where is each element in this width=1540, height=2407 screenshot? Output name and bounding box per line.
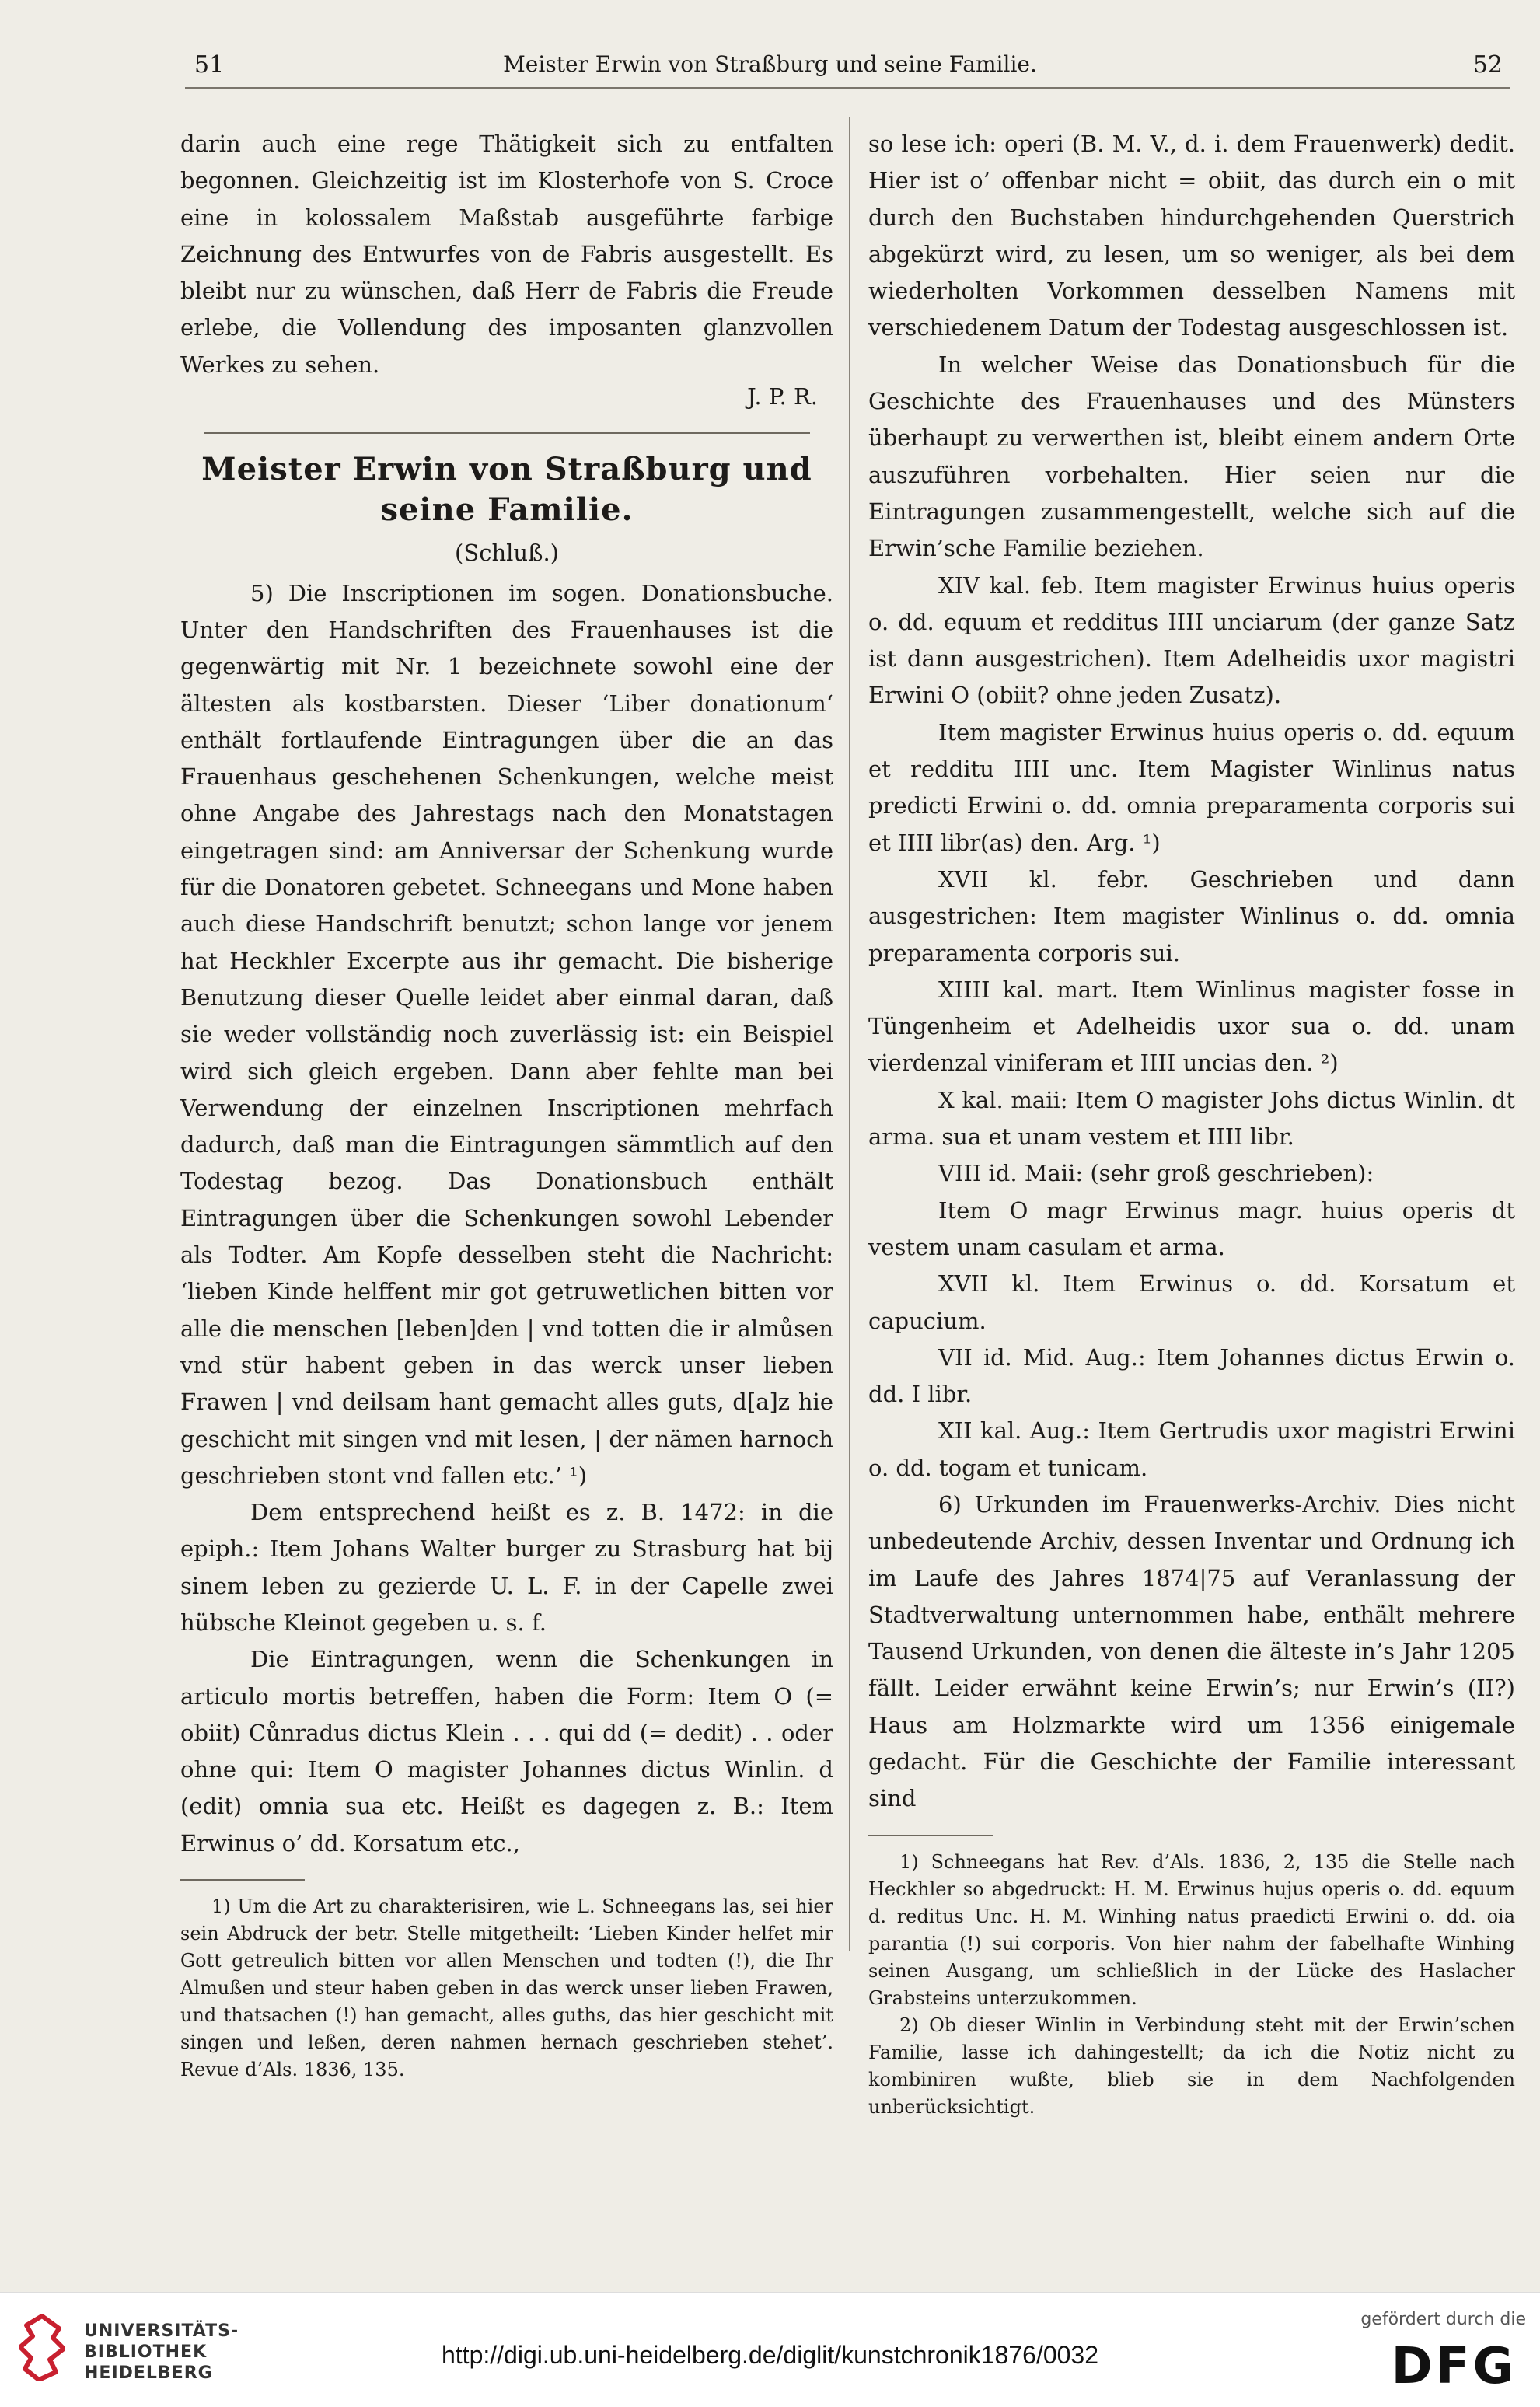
paragraph-continued: so lese ich: operi (B. M. V., d. i. dem Frauenwerk) dedit. Hier ist o’ offenbar nicht = obiit, das durch ein o mit durch den Buchstaben hindurchgehenden Querstrich abgekürzt wird, zu lesen, um so weniger, als bei dem wiederholten Vorkommen desselben Namens mit verschiedenem Datum der Todestag ausgeschlossen ist. (868, 131, 1515, 341)
source-url[interactable]: http://digi.ub.uni-heidelberg.de/diglit/kunstchronik1876/0032 (441, 2341, 1099, 2369)
library-name-line-2: BIBLIOTHEK (84, 2342, 208, 2362)
entry-7: Item O magr Erwinus magr. huius operis dt vestem unam casulam et arma. (868, 1197, 1515, 1260)
entry-8: XVII kl. Item Erwinus o. dd. Korsatum et capucium. (868, 1270, 1515, 1334)
footnote-rule (180, 1879, 305, 1881)
left-column (180, 126, 833, 2084)
entry-2: Item magister Erwinus huius operis o. dd. equum et redditu IIII unc. Item Magister Winlinus natus predicti Erwini o. dd. omnia preparamenta corporis sui et IIII libr(as) den. Arg. ¹) (868, 718, 1515, 856)
page-number-left: 51 (194, 51, 225, 79)
paragraph-die: Die Eintragungen, wenn die Schenkungen in articulo mortis betreffen, haben die Form: Item O (= obiit) Cůnradus dictus Klein . . . qui dd (= dedit) . . oder ohne qui: Item O magister Johannes dictus Winlin. d (edit) omnia sua etc. Heißt es dagegen z. B.: Item Erwinus o’ dd. Korsatum etc., (180, 1646, 833, 1857)
digitization-footer (0, 2292, 1540, 2407)
entry-10: XII kal. Aug.: Item Gertrudis uxor magistri Erwini o. dd. togam et tunicam. (868, 1417, 1515, 1481)
paragraph-5: 5) Die Inscriptionen im sogen. Donationsbuche. Unter den Handschriften des Frauenhauses ist die gegenwärtig mit Nr. 1 bezeichnete sowohl eine der ältesten als kostbarsten. Dieser ‘Liber donationum‘ enthält fortlaufende Eintragungen über die an das Frauenhaus geschehenen Schenkungen, welche meist ohne Angabe des Jahrestags nach den Monatstagen eingetragen sind: am Anniversar der Schenkung wurde für die Donatoren gebetet. Schneegans und Mone haben auch diese Handschrift benutzt; schon lange vor jenem hat Heckhler Excerpte aus ihr gemacht. Die bisherige Benutzung dieser Quelle leidet aber einmal daran, daß sie weder vollständig noch zuverlässig ist: ein Beispiel wird sich gleich ergeben. Dann aber fehlte man bei Verwendung der einzelnen Inscriptionen mehrfach dadurch, daß man die Eintragungen sämmtlich auf den Todestag bezog. Das Donationsbuch enthält Eintragungen über die Schenkungen sowohl Lebender als Todter. Am Kopfe desselben steht die Nachricht: ‘lieben Kinde helffent mir got getruwetlichen bitten vor alle die menschen [leben]den | vnd totten die ir almůsen vnd stür habent geben in das werck unser lieben Frawen | vnd deilsam hant gemacht alles guts, d[a]z hie geschicht mit singen vnd mit lesen, | der nämen harnoch geschrieben stont vnd fallen etc.’ ¹) (180, 579, 833, 1489)
column-divider (849, 117, 850, 1951)
entry-6: VIII id. Maii: (sehr groß geschrieben): (938, 1160, 1374, 1187)
entry-1: XIV kal. feb. Item magister Erwinus huius operis o. dd. equum et redditus IIII unciarum (der ganze Satz ist dann ausgestrichen). Item Adelheidis uxor magistri Erwini O (obiit? ohne jeden Zusatz). (868, 571, 1515, 709)
footnote-rule (868, 1835, 993, 1836)
paragraph-dem: Dem entsprechend heißt es z. B. 1472: in die epiph.: Item Johans Walter burger zu Strasburg hat bij sinem leben zu gezierde U. L. F. in der Capelle zwei hübsche Kleinot gegeben u. s. f. (180, 1499, 833, 1636)
dfg-logo: DFG (1391, 2338, 1517, 2395)
entry-5: X kal. maii: Item O magister Johs dictus Winlin. dt arma. sua et unam vestem et IIII libr. (868, 1086, 1515, 1151)
article-title: Meister Erwin von Straßburg und seine Familie. (201, 451, 812, 529)
signature: J. P. R. (747, 383, 818, 410)
footnote-right-2: 2) Ob dieser Winlin in Verbindung steht mit der Erwin’schen Familie, lasse ich dahingestellt; da ich die Notiz nicht zu kombiniren wußte, blieb sie in dem Nachfolgenden unberücksichtigt. (868, 2014, 1515, 2118)
footnote-left-1: 1) Um die Art zu charakterisiren, wie L. Schneegans las, sei hier sein Abdruck der betr. Stelle mitgetheilt: ‘Lieben Kinder helfet mir Gott getreulich bitten vor allen Menschen und todten (!), die Ihr Almußen und steur haben geben in das werck unser lieben Frawen, und thatsachen (!) han gemacht, alles guths, das hier geschicht mit singen und leßen, deren nahmen hernach geschrieben stehet’. Revue d’Als. 1836, 135. (180, 1895, 833, 2081)
library-name-line-3: HEIDELBERG (84, 2363, 213, 2383)
right-column (868, 126, 1515, 2121)
header-rule (185, 87, 1510, 89)
page-number-right: 52 (1472, 51, 1503, 79)
article-subtitle: (Schluß.) (455, 540, 559, 567)
entry-4: XIIII kal. mart. Item Winlinus magister fosse in Tüngenheim et Adelheidis uxor sua o. dd. unam vierdenzal viniferam et IIII uncias den. ²) (868, 976, 1515, 1077)
footnote-right-1: 1) Schneegans hat Rev. d’Als. 1836, 2, 135 die Stelle nach Heckhler so abgedruckt: H. M. Erwinus hujus operis o. dd. equum d. reditus Unc. H. M. Winhing natus praedicti Erwini o. dd. oia parantia (!) sui corporis. Von hier nahm der fabelhafte Winhing seinen Ausgang, um schließlich in der Lücke des Haslacher Grabsteins unterzukommen. (868, 1850, 1515, 2009)
entry-3: XVII kl. febr. Geschrieben und dann ausgestrichen: Item magister Winlinus o. dd. omnia preparamenta corporis sui. (868, 865, 1515, 966)
library-name-line-1: UNIVERSITÄTS- (84, 2321, 239, 2341)
paragraph-weise: In welcher Weise das Donationsbuch für die Geschichte des Frauenhauses und des Münsters überhaupt zu verwerthen ist, bleibt einem andern Orte auszuführen vorbehalten. Hier seien nur die Eintragungen zusammengestellt, welche sich auf die Erwin’sche Familie beziehen. (868, 351, 1515, 562)
entry-9: VII id. Mid. Aug.: Item Johannes dictus Erwin o. dd. I libr. (868, 1343, 1515, 1408)
running-title: Meister Erwin von Straßburg und seine Familie. (503, 51, 1037, 77)
section-rule (204, 432, 810, 434)
paragraph-6: 6) Urkunden im Frauenwerks-Archiv. Dies nicht unbedeutende Archiv, dessen Inventar und Ordnung ich im Laufe des Jahres 1874|75 auf Veranlassung der Stadtverwaltung unternommen habe, enthält mehrere Tausend Urkunden, von denen die älteste in’s Jahr 1205 fällt. Leider erwähnt keine Erwin’s; nur Erwin’s (II?) Haus am Holzmarkte wird um 1356 einigemale gedacht. Für die Geschichte der Familie interessant sind (868, 1490, 1515, 1812)
funding-note: gefördert durch die (1360, 2310, 1526, 2329)
intro-paragraph: darin auch eine rege Thätigkeit sich zu entfalten begonnen. Gleichzeitig ist im Klosterhofe von S. Croce eine in kolossalem Maßstab ausgeführte farbige Zeichnung des Entwurfes von de Fabris ausgestellt. Es bleibt nur zu wünschen, daß Herr de Fabris die Freude erlebe, die Vollendung des imposanten glanzvollen Werkes zu sehen. (180, 131, 833, 378)
